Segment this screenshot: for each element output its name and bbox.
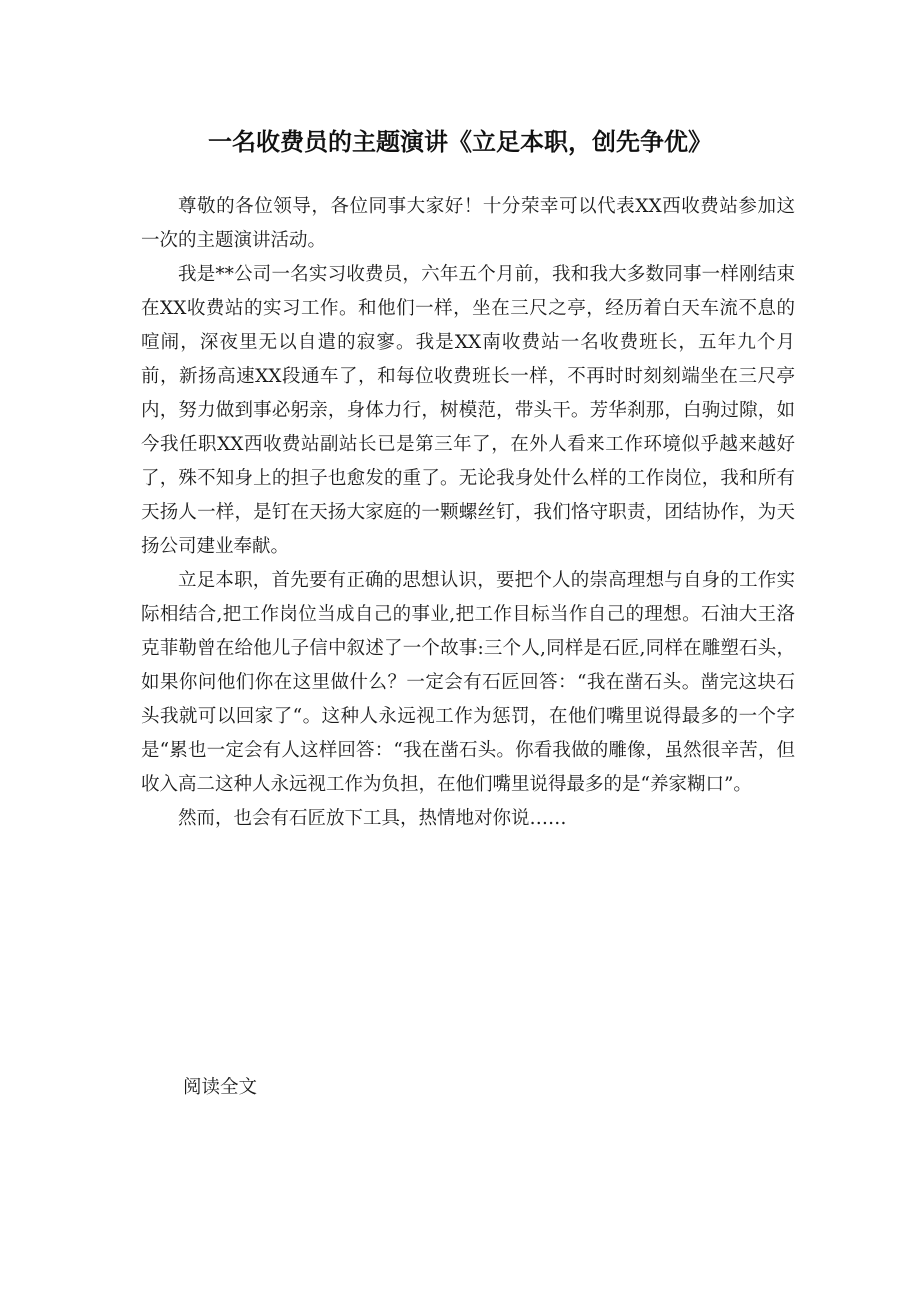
paragraph-greeting: 尊敬的各位领导，各位同事大家好！十分荣幸可以代表XX西收费站参加这一次的主题演讲活动。: [141, 196, 795, 251]
paragraph-career: 我是**公司一名实习收费员，六年五个月前，我和我大多数同事一样刚结束在XX收费站的实习工作。和他们一样，坐在三尺之亭，经历着白天车流不息的喧闹，深夜里无以自遣的寂寥。我是XX南收费站一名收费班长，五年九个月前，新扬高速XX段通车了，和每位收费班长一样，不再时时刻刻端坐在三尺亭内，努力做到事必躬亲，身体力行，树模范，带头干。芳华刹那，白驹过隙，如今我任职XX西收费站副站长已是第三年了，在外人看来工作环境似乎越来越好了，殊不知身上的担子也愈发的重了。无论我身处什么样的工作岗位，我和所有天扬人一样，是钉在天扬大家庭的一颗螺丝钉，我们恪守职责，团结协作，为天扬公司建业奉献。: [141, 264, 795, 557]
paragraph-story: 立足本职，首先要有正确的思想认识，要把个人的崇高理想与自身的工作实际相结合,把工作岗位当成自己的事业,把工作目标当作自己的理想。石油大王洛克菲勒曾在给他儿子信中叙述了一个故事:三个人,同样是石匠,同样在雕塑石头，如果你问他们你在这里做什么？一定会有石匠回答：“我在凿石头。凿完这块石头我就可以回家了“。这种人永远视工作为惩罚，在他们嘴里说得最多的一个字是“累也一定会有人这样回答：“我在凿石头。你看我做的雕像，虽然很辛苦，但收入高二这种人永远视工作为负担，在他们嘴里说得最多的是“养家糊口”。: [141, 570, 795, 795]
document-title: 一名收费员的主题演讲《立足本职，创先争优》: [208, 128, 712, 156]
read-full-text-link[interactable]: 阅读全文: [183, 1077, 258, 1098]
document-body: [141, 190, 795, 836]
paragraph-closing: 然而，也会有石匠放下工具，热情地对你说……: [178, 808, 567, 829]
